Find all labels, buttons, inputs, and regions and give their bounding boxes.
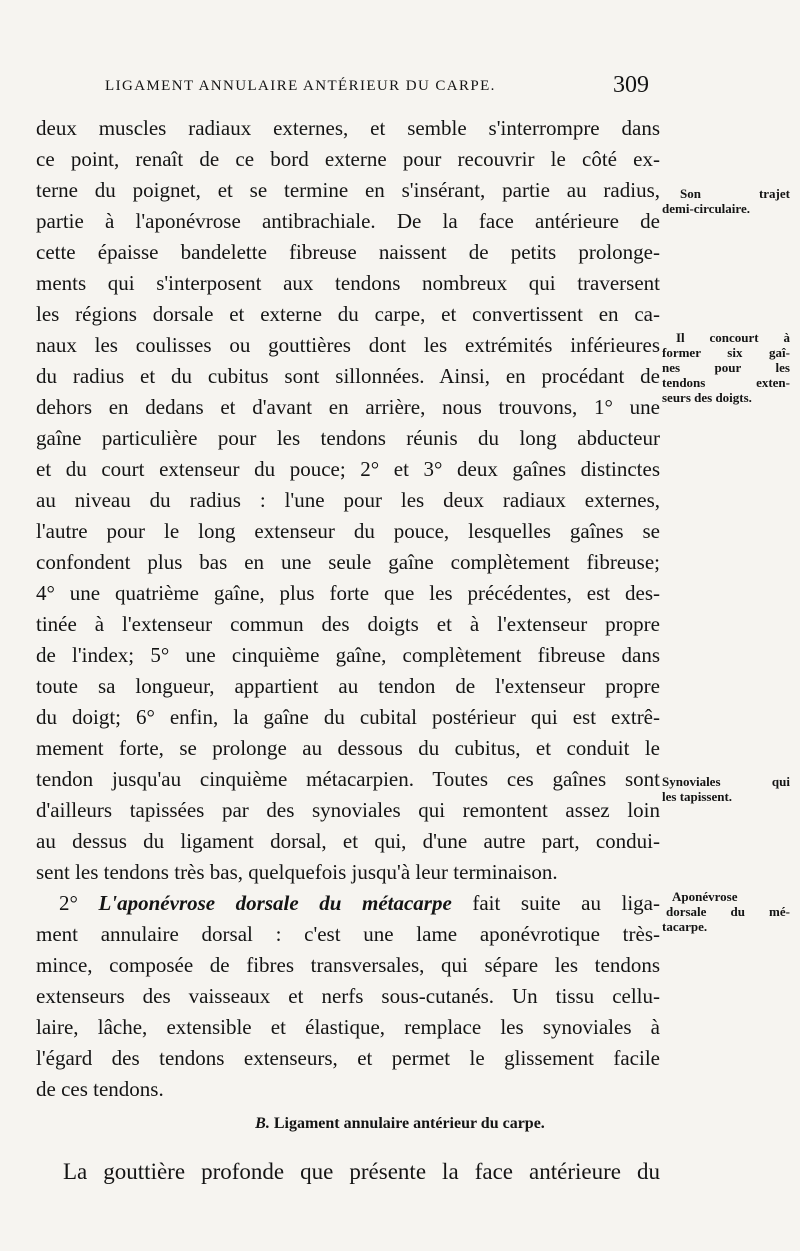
text-line: et du court extenseur du pouce; 2° et 3° deux gaînes distinctes [36,457,660,481]
text-line: confondent plus bas en une seule gaîne complètement fibreuse; [36,550,660,574]
text-line: au dessus du ligament dorsal, et qui, d'une autre part, condui- [36,829,660,853]
text-line: ce point, renaît de ce bord externe pour recouvrir le côté ex- [36,147,660,171]
text-line: au niveau du radius : l'une pour les deux radiaux externes, [36,488,660,512]
text-line: laire, lâche, extensible et élastique, remplace les synoviales à [36,1015,660,1039]
text-line: extenseurs des vaisseaux et nerfs sous-cutanés. Un tissu cellu- [36,984,660,1008]
margin-note-line: former six gaî- [662,345,790,360]
text-line: ments qui s'interposent aux tendons nombreux qui traversent [36,271,660,295]
paragraph-opening-rest: fait suite au liga- [451,891,660,915]
margin-note-line: dorsale du mé- [666,904,790,919]
section-heading [0,1115,800,1133]
text-line: mince, composée de fibres transversales, qui sépare les tendons [36,953,660,977]
text-line: tinée à l'extenseur commun des doigts et à l'extenseur propre [36,612,660,636]
text-line: toute sa longueur, appartient au tendon de l'extenseur propre [36,674,660,698]
italic-term: L'aponévrose dorsale du métacarpe [98,891,452,915]
text-line: deux muscles radiaux externes, et semble s'interrompre dans [36,116,660,140]
margin-note [662,774,790,804]
text-line: naux les coulisses ou gouttières dont les extrémités inférieures [36,333,660,357]
text-line: les régions dorsale et externe du carpe, et convertissent en ca- [36,302,660,326]
paragraph-opening-line [36,888,660,919]
margin-note-line: tacarpe. [662,919,708,934]
margin-note [662,889,790,934]
text-line: mement forte, se prolonge au dessous du cubitus, et conduit le [36,736,660,760]
margin-note [662,330,790,405]
text-line: tendon jusqu'au cinquième métacarpien. Toutes ces gaînes sont [36,767,660,791]
margin-note-line: Il concourt à [676,330,790,345]
text-line: ment annulaire dorsal : c'est une lame aponévrotique très- [36,922,660,946]
margin-note-line: Aponévrose [672,889,738,904]
margin-note-line: Synoviales qui [662,774,790,789]
text-line: dehors en dedans et d'avant en arrière, nous trouvons, 1° une [36,395,660,419]
margin-note-line: nes pour les [662,360,790,375]
margin-note-line: demi-circulaire. [662,201,750,216]
text-line: l'égard des tendons extenseurs, et permet le glissement facile [36,1046,660,1070]
text-line: de l'index; 5° une cinquième gaîne, complètement fibreuse dans [36,643,660,667]
text-line: d'ailleurs tapissées par des synoviales qui remontent assez loin [36,798,660,822]
text-line: cette épaisse bandelette fibreuse naissent de petits prolonge- [36,240,660,264]
text-line: du doigt; 6° enfin, la gaîne du cubital postérieur qui est extrê- [36,705,660,729]
text-line: sent les tendons très bas, quelquefois jusqu'à leur terminaison. [36,860,558,884]
margin-note-line: tendons exten- [662,375,790,390]
section-letter: B. [255,1115,270,1132]
margin-note-line: seurs des doigts. [662,390,752,405]
text-line: terne du poignet, et se termine en s'insérant, partie au radius, [36,178,660,202]
running-title: LIGAMENT ANNULAIRE ANTÉRIEUR DU CARPE. [105,78,496,94]
text-line: l'autre pour le long extenseur du pouce, lesquelles gaînes se [36,519,660,543]
text-line: gaîne particulière pour les tendons réunis du long abducteur [36,426,660,450]
section-title: Ligament annulaire antérieur du carpe. [269,1115,545,1132]
paragraph-number: 2° [59,891,99,915]
running-header [75,72,657,104]
closing-text-line: La gouttière profonde que présente la face antérieure du [63,1159,660,1184]
main-text [36,113,660,1105]
text-line: 4° une quatrième gaîne, plus forte que les précédentes, est des- [36,581,660,605]
text-line: de ces tendons. [36,1077,164,1101]
margin-note-line: Son trajet [680,186,790,201]
page-number: 309 [613,72,649,98]
text-line: du radius et du cubitus sont sillonnées. Ainsi, en procédant de [36,364,660,388]
margin-note [662,186,790,216]
text-line: partie à l'aponévrose antibrachiale. De la face antérieure de [36,209,660,233]
margin-note-line: les tapissent. [662,789,733,804]
